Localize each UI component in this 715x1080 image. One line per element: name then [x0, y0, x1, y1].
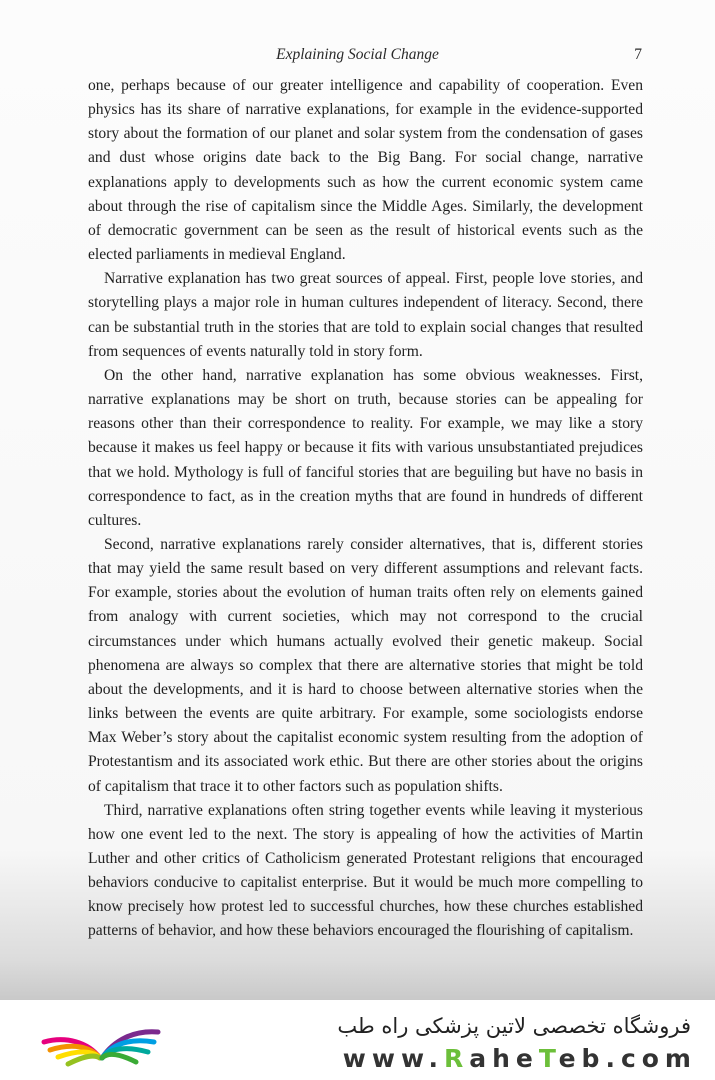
watermark-footer	[0, 1000, 715, 1080]
open-book-logo-icon	[36, 1012, 166, 1070]
url-suffix: eb.com	[558, 1044, 697, 1073]
paragraph-2: Narrative explanation has two great sources of appeal. First, people love stories, and storytelling plays a major role in human cultures independent of literacy. Second, there can be substantial truth in the stories that are told to explain social changes that resulted from sequences of events naturally told in story form.	[88, 270, 643, 360]
url-mid: ahe	[469, 1044, 539, 1073]
url-prefix: www.	[342, 1044, 444, 1073]
url-r: R	[443, 1044, 470, 1073]
running-head	[0, 44, 715, 68]
page-number: 7	[634, 46, 642, 63]
running-title: Explaining Social Change	[276, 46, 439, 63]
url-t: T	[538, 1044, 559, 1073]
paragraph-1: one, perhaps because of our greater intelligence and capability of cooperation. Even physics has its share of narrative explanations, for example in the evidence-supported story about the formation of our planet and solar system from the condensation of gases and dust whose origins date back to the Big Bang. For social change, narrative explanations apply to developments such as how the current economic system came about through the rise of capitalism since the Middle Ages. Similarly, the development of democratic government can be seen as the result of historical events such as the elected parliaments in medieval England.	[88, 77, 643, 264]
shop-name: فروشگاه تخصصی لاتین پزشکی راه طب	[337, 1014, 691, 1038]
paragraph-3: On the other hand, narrative explanation has some obvious weaknesses. First, narrative explanations may be short on truth, because stories can be appealing for reasons other than their correspondence to reality. For example, we may like a story because it makes us feel happy or because it fits with various unsubstantiated prejudices that we hold. Mythology is full of fanciful stories that are beguiling but have no basis in correspondence to fact, as in the creation myths that are found in hundreds of different cultures.	[88, 366, 643, 529]
body-text	[88, 74, 643, 944]
paragraph-4: Second, narrative explanations rarely consider alternatives, that is, different stories that may yield the same result based on very different assumptions and relevant facts. For example, stories about the evolution of human traits often rely on elements gained from analogy with current societies, which may not correspond to the crucial circumstances under which humans actually evolved their genetic makeup. Social phenomena are always so complex that there are alternative stories that might be told about the developments, and it is hard to choose between alternative stories when the links between the events are quite arbitrary. For example, some sociologists endorse Max Weber’s story about the capitalist economic system resulting from the adoption of Protestantism and its associated work ethic. But there are other stories about the origins of capitalism that trace it to other factors such as population shifts.	[88, 535, 643, 795]
paragraph-5: Third, narrative explanations often string together events while leaving it mysterious how one event led to the next. The story is appealing of how the activities of Martin Luther and other critics of Catholicism generated Protestant religions that encouraged behaviors conducive to capitalist enterprise. But it would be much more compelling to know precisely how protest led to successful churches, how these churches established patterns of behavior, and how these behaviors encouraged the flourishing of capitalism.	[88, 801, 643, 940]
shop-url[interactable]	[343, 1044, 697, 1073]
